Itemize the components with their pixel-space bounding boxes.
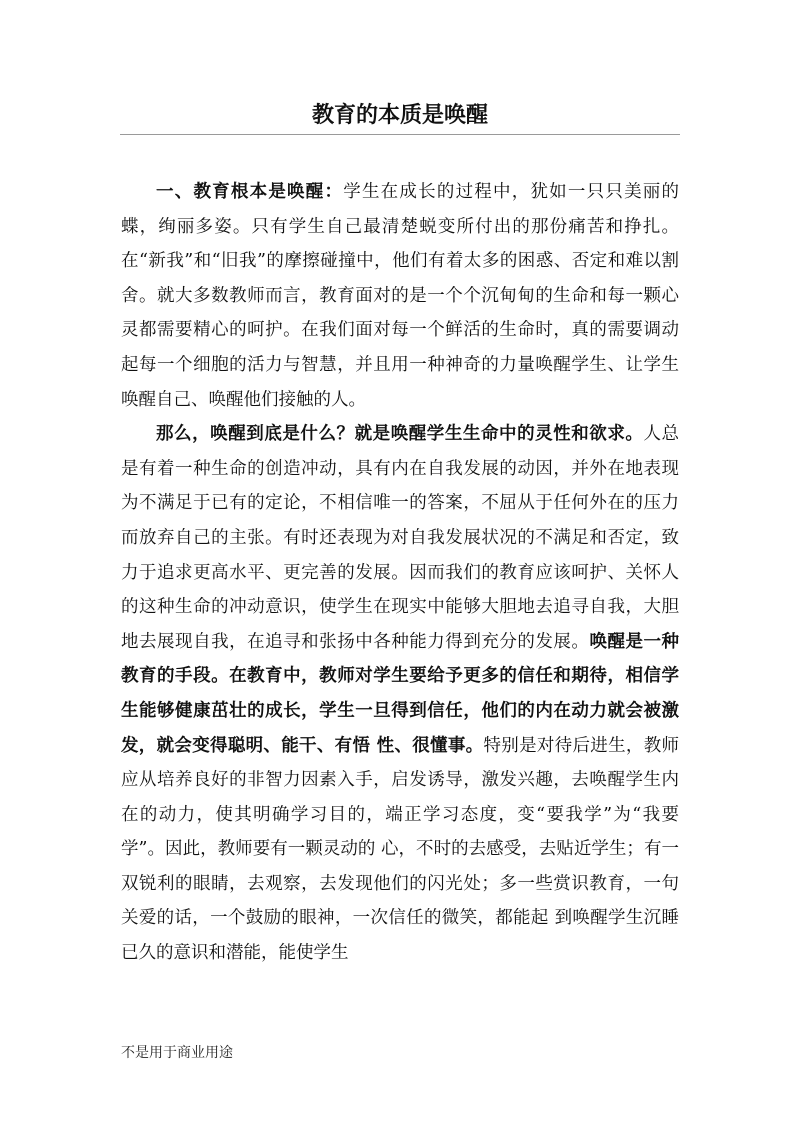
- paragraph-1-heading: 一、教育根本是唤醒：: [156, 182, 344, 202]
- paragraph-2-text-2: 特别是对待后进生，教师应从培养良好的非智力因素入手，启发诱导，激发兴趣，去唤醒学生内在的动力，使其明确学习目的，端正学习态度，变“要我学”为“我要学”。因此，教师要有一颗灵动的 心，不时的去感受，去贴近学生；有一双锐利的眼睛，去观察，去发现他们的闪光处；多一些赏识教育，一句关爱的话，一个鼓励的眼神，一次信任的微笑，都能起 到唤醒学生沉睡已久的意识和潜能，能使学生: [121, 735, 680, 964]
- title-divider: [120, 134, 680, 135]
- document-title: 教育的本质是唤醒: [311, 103, 488, 128]
- paragraph-1: [121, 175, 679, 417]
- document-body: [121, 175, 679, 971]
- paragraph-2-heading: 那么，唤醒到底是什么？就是唤醒学生生命中的灵性和欲求。: [156, 424, 644, 445]
- paragraph-2: [121, 417, 679, 971]
- paragraph-2-text-1: 人总是有着一种生命的创造冲动，具有内在自我发展的动因，并外在地表现为不满足于已有的定论，不相信唯一的答案，不屈从于任何外在的压力而放弃自己的主张。有时还表现为对自我发展状况的不满足和否定，致力于追求更高水平、更完善的发展。因而我们的教育应该呵护、关怀人的这种生命的冲动意识，使学生在现实中能够大胆地去追寻自我，大胆地去展现自我，在追寻和张扬中各种能力得到充分的发展。: [121, 424, 680, 652]
- paragraph-1-text: 学生在成长的过程中，犹如一只只美丽的蝶，绚丽多姿。只有学生自己最清楚蜕变所付出的那份痛苦和挣扎。在“新我”和“旧我”的摩擦碰撞中，他们有着太多的困惑、否定和难以割舍。就大多数教师而言，教育面对的是一个个沉甸甸的生命和每一颗心灵都需要精心的呵护。在我们面对每一个鲜活的生命时，真的需要调动起每一个细胞的活力与智慧，并且用一种神奇的力量唤醒学生、让学生唤醒自己、唤醒他们接触的人。: [121, 182, 680, 410]
- paragraph-2-emphasis: 唤醒是一种教育的手段。在教育中，教师对学生要给予更多的信任和期待，相信学生能够健康茁壮的成长，学生一旦得到信任，他们的内在动力就会被激发，就会变得聪明、能干、有悟 性、很懂事。: [121, 631, 680, 756]
- page-footer: 不是用于商业用途: [121, 1045, 233, 1061]
